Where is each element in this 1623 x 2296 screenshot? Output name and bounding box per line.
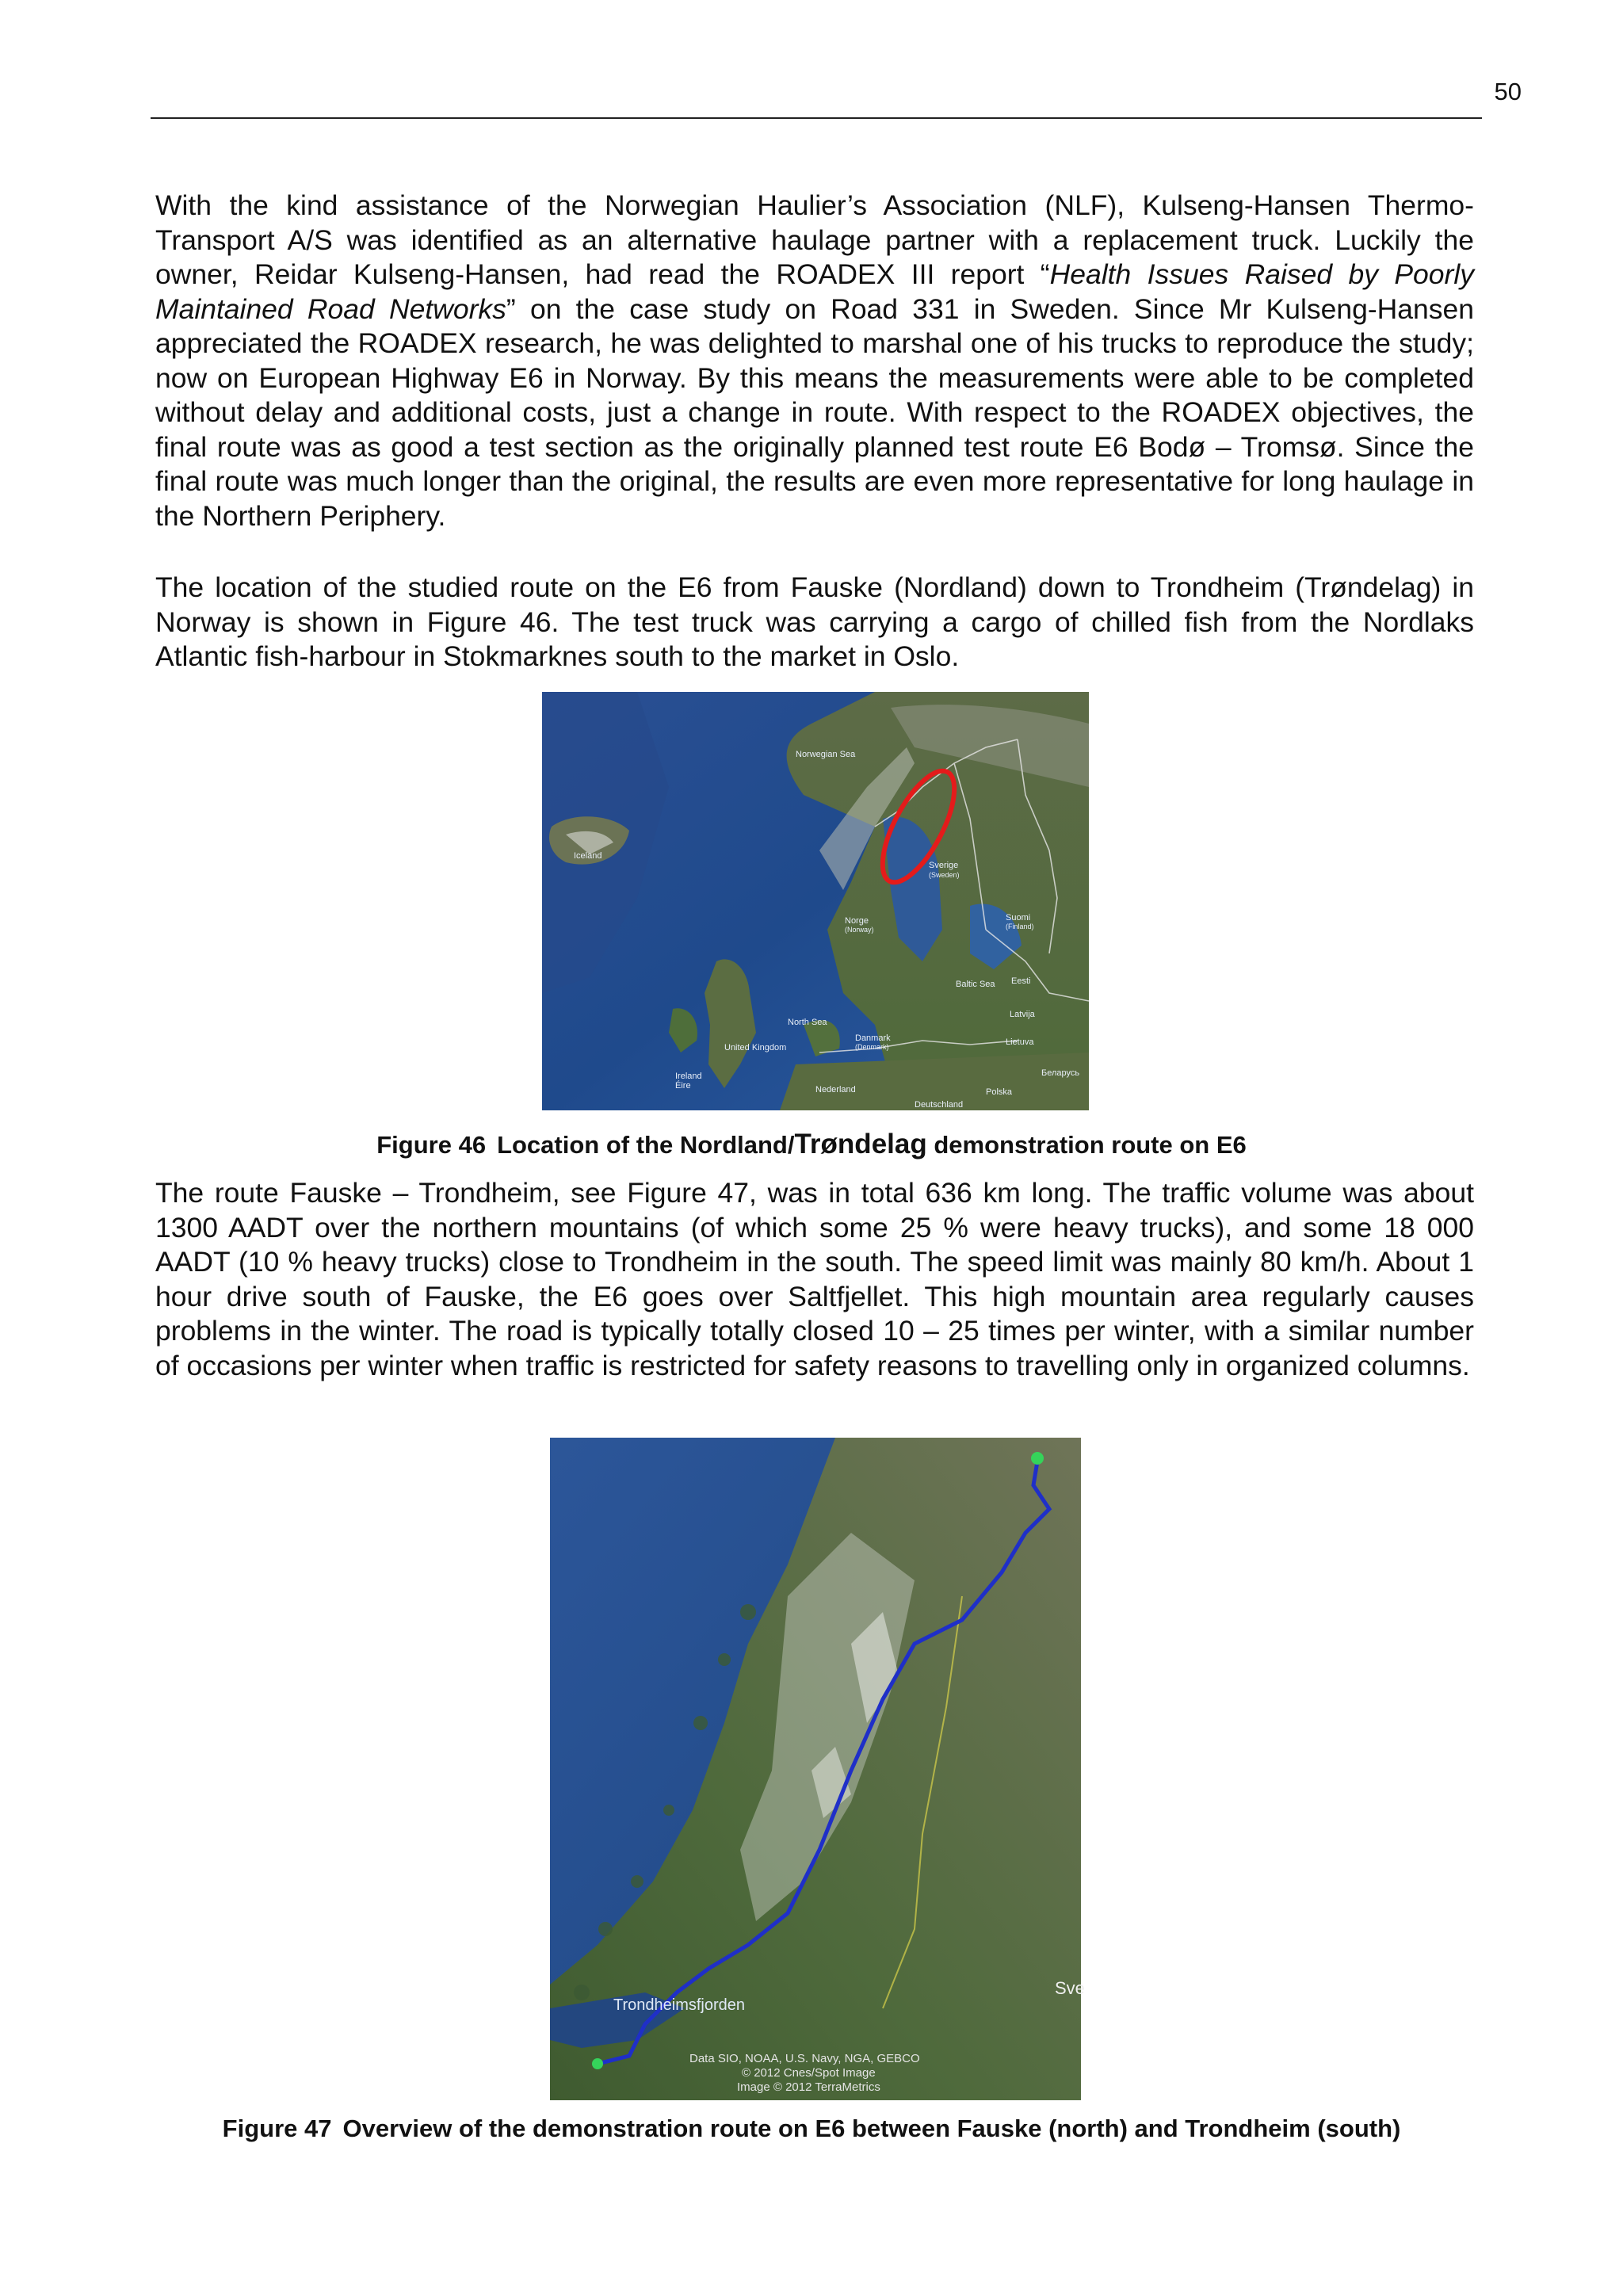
paragraph-haulage-partner — [155, 189, 1474, 533]
label-iceland: Iceland — [574, 851, 602, 861]
label-sve: Sve — [1055, 1978, 1085, 1998]
label-lietuva: Lietuva — [1006, 1037, 1034, 1047]
figure-47-map — [550, 1438, 1085, 2100]
label-belarus: Беларусь — [1041, 1068, 1080, 1078]
end-marker-trondheim — [592, 2058, 603, 2069]
label-deutschland: Deutschland — [915, 1100, 964, 1110]
figure-46-caption-part3: demonstration route on E6 — [926, 1131, 1247, 1159]
label-norwegian-sea: Norwegian Sea — [796, 750, 856, 759]
label-sverige: Sverige — [929, 861, 959, 870]
label-united-kingdom: United Kingdom — [724, 1043, 787, 1052]
paragraph-route-details: The route Fauske – Trondheim, see Figure 47, was in total 636 km long. The traffic volume was about 1300 AADT over the northern mountains (of which some 25 % were heavy trucks), and some 18 000 AADT (10 % heavy trucks) close to Trondheim in the south. The speed limit was mainly 80 km/h. About 1 hour drive south of Fauske, the E6 goes over Saltfjellet. This high mountain area regularly causes problems in the winter. The road is typically totally closed 10 – 25 times per winter, with a similar number of occasions per winter when traffic is restricted for safety reasons to travelling only in organized columns. — [155, 1177, 1474, 1381]
label-trondheimsfjorden: Trondheimsfjorden — [613, 1996, 746, 2014]
start-marker-fauske — [1031, 1452, 1044, 1465]
label-baltic-sea: Baltic Sea — [956, 980, 995, 989]
figure-46-caption-number: Figure 46 — [376, 1131, 487, 1159]
figure-47-caption — [0, 2115, 1623, 2143]
page-number: 50 — [1494, 78, 1522, 105]
label-denmark: (Denmark) — [855, 1043, 889, 1051]
label-north-sea: North Sea — [788, 1018, 827, 1027]
label-norway: (Norway) — [845, 926, 874, 934]
attribution-terrametrics: Image © 2012 TerraMetrics — [737, 2080, 880, 2094]
header-rule — [151, 117, 1482, 119]
label-norge: Norge — [845, 916, 869, 926]
label-eesti: Eesti — [1011, 976, 1031, 986]
label-eire: Éire — [675, 1081, 691, 1091]
label-nederland: Nederland — [815, 1085, 856, 1095]
figure-47-caption-text: Overview of the demonstration route on E6 between Fauske (north) and Trondheim (south) — [342, 2115, 1401, 2142]
paragraph1-text-a: With the kind assistance of the Norwegian Haulier’s Association (NLF), Kulseng-Hansen Thermo-Transport A/S was identified as an alternative haulage partner with a replacement truck. Luckily the owner, Reidar Kulseng-Hansen, had read the ROADEX III report “ — [155, 189, 1474, 290]
paragraph1-text-b: ” on the case study on Road 331 in Sweden. Since Mr Kulseng-Hansen appreciated the ROADEX research, he was delighted to marshal one of his trucks to reproduce the study; now on European Highway E6 in Norway. By this means the measurements were able to be completed without delay and additional costs, just a change in route. With respect to the ROADEX objectives, the final route was as good a test section as the originally planned test route E6 Bodø – Tromsø. Since the final route was much longer than the original, the results are even more representative for long haulage in the Northern Periphery. — [155, 292, 1474, 532]
label-suomi: Suomi — [1006, 913, 1031, 923]
label-sweden: (Sweden) — [929, 871, 960, 879]
label-latvija: Latvija — [1010, 1010, 1035, 1019]
label-polska: Polska — [986, 1087, 1013, 1097]
figure-46-map — [542, 692, 1089, 1110]
label-finland: (Finland) — [1006, 923, 1034, 930]
label-ireland: Ireland — [675, 1072, 702, 1081]
figure-46-caption-part1: Location of the Nordland/ — [497, 1131, 795, 1159]
label-danmark: Danmark — [855, 1033, 891, 1043]
figure-46-caption-part2: Trøndelag — [794, 1129, 927, 1159]
attribution-cnes: © 2012 Cnes/Spot Image — [742, 2066, 876, 2080]
figure-46-caption — [0, 1129, 1623, 1160]
figure-47-caption-number: Figure 47 — [222, 2115, 332, 2142]
paragraph-route-location: The location of the studied route on the E6 from Fauske (Nordland) down to Trondheim (Trøndelag) in Norway is shown in Figure 46. The test truck was carrying a cargo of chilled fish from the Nordlaks Atlantic fish-harbour in Stokmarknes south to the market in Oslo. — [155, 571, 1474, 672]
attribution-data: Data SIO, NOAA, U.S. Navy, NGA, GEBCO — [689, 2052, 920, 2065]
report-title: Health Issues Raised by Poorly Maintained Road Networks — [155, 258, 1474, 325]
